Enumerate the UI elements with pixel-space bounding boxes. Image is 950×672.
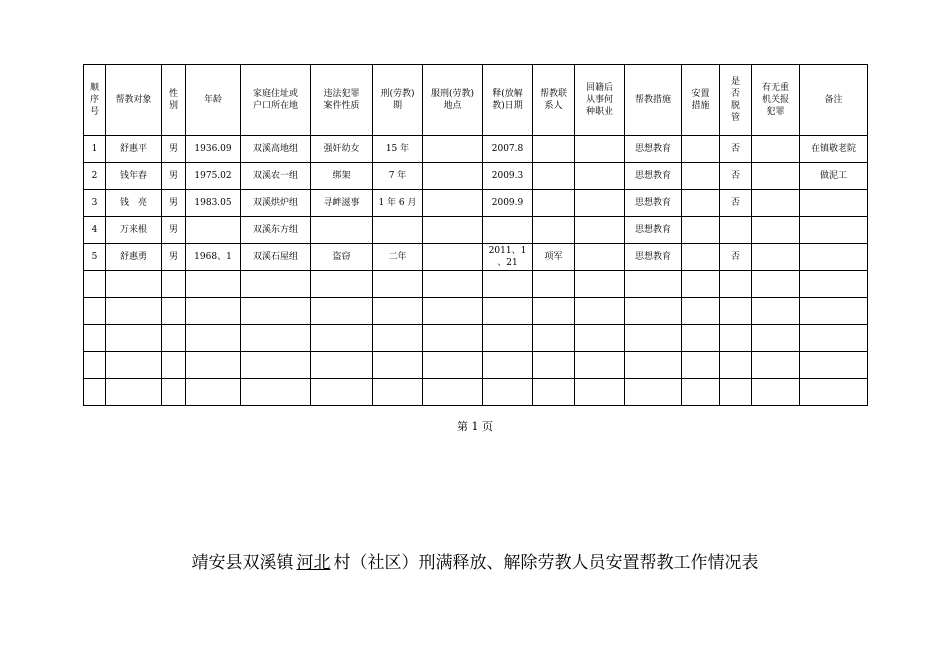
table-cell — [483, 217, 533, 244]
table-cell — [575, 244, 625, 271]
column-header: 备注 — [800, 65, 868, 136]
table-cell — [373, 352, 423, 379]
table-cell — [373, 271, 423, 298]
table-cell: 双溪东方组 — [241, 217, 311, 244]
table-cell — [682, 352, 720, 379]
table-cell: 1936.09 — [186, 136, 241, 163]
table-cell — [106, 298, 162, 325]
table-cell: 否 — [720, 190, 752, 217]
table-cell — [800, 379, 868, 406]
table-cell: 2009.3 — [483, 163, 533, 190]
table-cell — [84, 379, 106, 406]
table-cell — [241, 352, 311, 379]
table-cell — [162, 352, 186, 379]
table-cell — [575, 217, 625, 244]
table-cell — [162, 271, 186, 298]
table-cell — [423, 298, 483, 325]
table-cell — [625, 271, 682, 298]
table-cell — [752, 325, 800, 352]
table-cell — [423, 271, 483, 298]
table-cell — [311, 217, 373, 244]
table-cell — [800, 352, 868, 379]
table-row — [84, 271, 868, 298]
table-cell — [800, 325, 868, 352]
table-row — [84, 244, 868, 271]
table-cell — [84, 325, 106, 352]
table-cell: 二年 — [373, 244, 423, 271]
table-cell: 舒惠平 — [106, 136, 162, 163]
table-cell — [575, 136, 625, 163]
table-cell: 否 — [720, 244, 752, 271]
table-cell — [575, 352, 625, 379]
table-cell — [800, 217, 868, 244]
table-cell: 男 — [162, 217, 186, 244]
table-cell: 强奸幼女 — [311, 136, 373, 163]
table-cell — [625, 379, 682, 406]
table-cell: 男 — [162, 244, 186, 271]
table-cell — [311, 271, 373, 298]
table-cell — [186, 271, 241, 298]
table-cell — [311, 325, 373, 352]
table-cell — [483, 271, 533, 298]
table-cell — [483, 379, 533, 406]
page-number: 第 1 页 — [457, 420, 493, 433]
table-cell — [311, 352, 373, 379]
column-header: 帮教措施 — [625, 65, 682, 136]
table-cell: 男 — [162, 190, 186, 217]
table-cell — [752, 352, 800, 379]
table-cell — [106, 379, 162, 406]
table-cell — [682, 271, 720, 298]
table-cell — [423, 190, 483, 217]
table-cell: 2011、1 、21 — [483, 244, 533, 271]
table-cell — [533, 136, 575, 163]
table-cell — [533, 379, 575, 406]
table-cell: 1 年 6 月 — [373, 190, 423, 217]
table-row — [84, 136, 868, 163]
table-cell — [311, 298, 373, 325]
table-row — [84, 190, 868, 217]
table-cell — [423, 244, 483, 271]
table-cell — [311, 379, 373, 406]
table-cell: 3 — [84, 190, 106, 217]
table-cell — [720, 352, 752, 379]
table-cell: 1983.05 — [186, 190, 241, 217]
column-header: 帮教对象 — [106, 65, 162, 136]
table-cell — [752, 244, 800, 271]
table-cell — [682, 379, 720, 406]
column-header: 安置 措施 — [682, 65, 720, 136]
table-cell: 双溪农一组 — [241, 163, 311, 190]
table-cell — [423, 352, 483, 379]
table-cell — [682, 217, 720, 244]
column-header: 是 否 脱 管 — [720, 65, 752, 136]
table-cell: 钱 亮 — [106, 190, 162, 217]
table-cell: 7 年 — [373, 163, 423, 190]
column-header: 年龄 — [186, 65, 241, 136]
table-cell: 1968、1 — [186, 244, 241, 271]
table-row — [84, 298, 868, 325]
table-cell — [575, 163, 625, 190]
table-cell — [800, 271, 868, 298]
table-cell — [84, 298, 106, 325]
table-cell — [186, 379, 241, 406]
table-cell — [752, 298, 800, 325]
table-cell — [106, 352, 162, 379]
table-cell: 思想教育 — [625, 136, 682, 163]
table-cell — [575, 190, 625, 217]
table-cell — [373, 325, 423, 352]
table-cell — [483, 325, 533, 352]
table-cell — [84, 352, 106, 379]
column-header: 刑(劳教) 期 — [373, 65, 423, 136]
column-header: 违法犯罪 案件性质 — [311, 65, 373, 136]
table-cell — [682, 244, 720, 271]
table-cell: 项军 — [533, 244, 575, 271]
table-cell — [186, 352, 241, 379]
table-cell — [241, 325, 311, 352]
table-cell — [106, 271, 162, 298]
table-cell: 双溪烘炉组 — [241, 190, 311, 217]
table-cell — [575, 298, 625, 325]
table-cell — [162, 298, 186, 325]
table-cell — [423, 217, 483, 244]
table-cell: 盗窃 — [311, 244, 373, 271]
table-cell: 思想教育 — [625, 163, 682, 190]
table-cell: 2007.8 — [483, 136, 533, 163]
column-header: 释(放解 教)日期 — [483, 65, 533, 136]
column-header: 服刑(劳教) 地点 — [423, 65, 483, 136]
table-cell: 万来根 — [106, 217, 162, 244]
table-cell — [423, 325, 483, 352]
village-name: 河北 — [296, 553, 331, 573]
table-cell — [752, 190, 800, 217]
table-cell — [423, 379, 483, 406]
table-cell: 2 — [84, 163, 106, 190]
table-cell — [483, 352, 533, 379]
table-cell: 思想教育 — [625, 190, 682, 217]
table-cell — [106, 325, 162, 352]
table-cell: 15 年 — [373, 136, 423, 163]
table-cell — [162, 379, 186, 406]
table-cell — [720, 271, 752, 298]
table-cell: 思想教育 — [625, 217, 682, 244]
table-cell: 绑架 — [311, 163, 373, 190]
table-cell — [241, 271, 311, 298]
table-cell — [575, 325, 625, 352]
table-cell: 寻衅滋事 — [311, 190, 373, 217]
table-cell — [373, 379, 423, 406]
column-header: 顺 序 号 — [84, 65, 106, 136]
table-cell — [625, 325, 682, 352]
table-cell: 否 — [720, 163, 752, 190]
table-cell — [533, 325, 575, 352]
table-cell — [720, 325, 752, 352]
column-header: 回籍后 从事何 种职业 — [575, 65, 625, 136]
column-header: 帮教联 系人 — [533, 65, 575, 136]
table-cell — [533, 217, 575, 244]
table-cell — [533, 190, 575, 217]
table-cell — [682, 163, 720, 190]
table-cell — [533, 163, 575, 190]
table-cell — [241, 379, 311, 406]
header-row — [84, 65, 868, 136]
resettlement-table — [83, 64, 868, 406]
table-row — [84, 217, 868, 244]
table-cell: 1 — [84, 136, 106, 163]
table-cell — [720, 379, 752, 406]
table-cell: 男 — [162, 136, 186, 163]
table-cell: 5 — [84, 244, 106, 271]
table-cell — [575, 379, 625, 406]
table-cell — [84, 271, 106, 298]
table-cell — [483, 298, 533, 325]
table-row — [84, 352, 868, 379]
table-cell — [423, 163, 483, 190]
table-cell — [575, 271, 625, 298]
table-cell — [800, 298, 868, 325]
table-cell: 钱年春 — [106, 163, 162, 190]
table-cell: 双溪高地组 — [241, 136, 311, 163]
document-title — [0, 548, 950, 573]
table-row — [84, 163, 868, 190]
table-cell — [533, 352, 575, 379]
table-cell: 4 — [84, 217, 106, 244]
table-cell — [682, 190, 720, 217]
table-cell: 否 — [720, 136, 752, 163]
table-cell — [682, 136, 720, 163]
table-cell — [752, 379, 800, 406]
table-cell: 2009.9 — [483, 190, 533, 217]
table-cell — [186, 325, 241, 352]
title-suffix: 村（社区）刑满释放、解除劳教人员安置帮教工作情况表 — [333, 553, 759, 573]
table-row — [84, 325, 868, 352]
table-cell — [373, 217, 423, 244]
table-cell — [625, 298, 682, 325]
table-cell: 做泥工 — [800, 163, 868, 190]
table-cell — [682, 298, 720, 325]
table-cell — [423, 136, 483, 163]
column-header: 有无重 机关报 犯罪 — [752, 65, 800, 136]
table-cell — [720, 217, 752, 244]
table-cell: 思想教育 — [625, 244, 682, 271]
table-cell — [682, 325, 720, 352]
table-cell — [186, 298, 241, 325]
table-cell — [752, 136, 800, 163]
table-cell — [533, 298, 575, 325]
table-cell — [800, 190, 868, 217]
column-header: 性 别 — [162, 65, 186, 136]
table-cell — [162, 325, 186, 352]
table-row — [84, 379, 868, 406]
table-cell — [533, 271, 575, 298]
table-cell: 双溪石屋组 — [241, 244, 311, 271]
table-cell: 舒惠勇 — [106, 244, 162, 271]
table-cell — [752, 163, 800, 190]
table-cell: 1975.02 — [186, 163, 241, 190]
table-cell: 男 — [162, 163, 186, 190]
table-cell — [186, 217, 241, 244]
table-cell — [752, 271, 800, 298]
table-cell — [800, 244, 868, 271]
title-prefix: 靖安县双溪镇 — [191, 553, 294, 573]
column-header: 家庭住址或 户口所在地 — [241, 65, 311, 136]
table-cell — [241, 298, 311, 325]
table-cell — [752, 217, 800, 244]
table-cell — [373, 298, 423, 325]
table-cell — [625, 352, 682, 379]
table-cell: 在镇敬老院 — [800, 136, 868, 163]
table-cell — [720, 298, 752, 325]
